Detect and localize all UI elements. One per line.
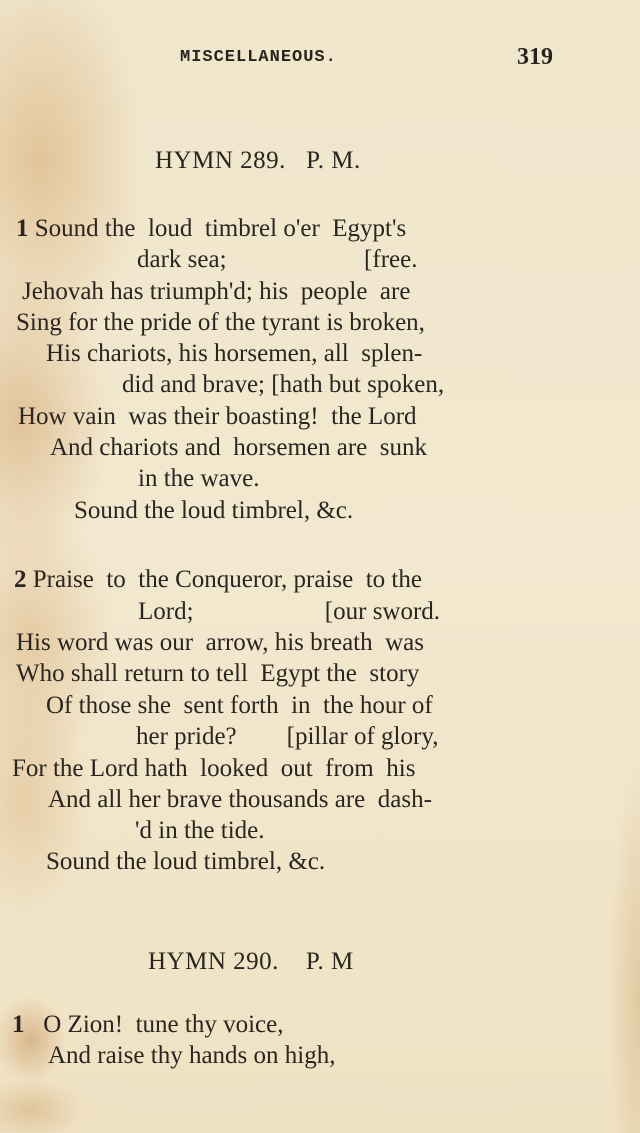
stanza-number: 2 bbox=[14, 566, 27, 593]
verse-line: And chariots and horsemen are sunk bbox=[50, 434, 427, 461]
verse-line: And raise thy hands on high, bbox=[48, 1042, 336, 1069]
verse-line: Jehovah has triumph'd; his people are bbox=[22, 278, 411, 305]
verse-line: And all her brave thousands are dash- bbox=[48, 786, 432, 813]
verse-line: His chariots, his horsemen, all splen- bbox=[46, 340, 423, 367]
chorus-line: Sound the loud timbrel, &c. bbox=[46, 848, 326, 875]
stanza-number: 1 bbox=[16, 215, 29, 242]
verse-line: in the wave. bbox=[138, 465, 260, 492]
verse-line: her pride? [pillar of glory, bbox=[136, 723, 439, 750]
verse-line: For the Lord hath looked out from his bbox=[12, 755, 416, 782]
verse-line bbox=[16, 214, 406, 244]
stanza-number: 1 bbox=[12, 1011, 25, 1038]
verse-line: Sing for the pride of the tyrant is broken, bbox=[16, 309, 425, 336]
verse-line: Who shall return to tell Egypt the story bbox=[16, 660, 420, 687]
verse-line: 'd in the tide. bbox=[135, 817, 265, 844]
line-text: Sound the loud timbrel o'er Egypt's bbox=[34, 215, 407, 242]
running-head: MISCELLANEOUS. bbox=[180, 48, 337, 67]
verse-line: dark sea; [free. bbox=[137, 246, 418, 273]
verse-line bbox=[12, 1010, 283, 1040]
verse-line: did and brave; [hath but spoken, bbox=[122, 371, 445, 398]
line-text: Praise to the Conqueror, praise to the bbox=[32, 566, 422, 593]
hymn-title: HYMN 290. P. M bbox=[148, 948, 354, 975]
verse-line: How vain was their boasting! the Lord bbox=[18, 403, 417, 430]
verse-line: Lord; [our sword. bbox=[138, 598, 441, 625]
chorus-line: Sound the loud timbrel, &c. bbox=[74, 497, 354, 524]
verse-line bbox=[14, 565, 422, 595]
verse-line: His word was our arrow, his breath was bbox=[16, 629, 425, 656]
hymn-title: HYMN 289. P. M. bbox=[155, 147, 361, 174]
line-text: O Zion! tune thy voice, bbox=[43, 1011, 284, 1038]
verse-line: Of those she sent forth in the hour of bbox=[46, 692, 433, 719]
page-number: 319 bbox=[517, 44, 553, 70]
